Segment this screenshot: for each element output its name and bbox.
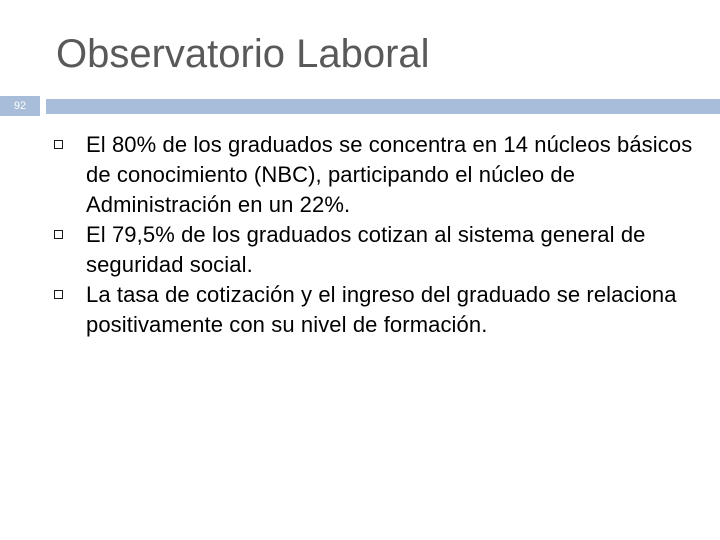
bullet-text: El 80% de los graduados se concentra en 14 núcleos básicos de conocimiento (NBC), participando el núcleo de Administración en un 22%. [86, 132, 693, 217]
square-bullet-icon [54, 290, 63, 299]
square-bullet-icon [54, 230, 63, 239]
square-bullet-icon [54, 140, 63, 149]
header-rule-right [46, 99, 720, 114]
bullet-item [48, 130, 698, 220]
bullet-list [48, 130, 698, 340]
bullet-item [48, 220, 698, 280]
bullet-text: La tasa de cotización y el ingreso del graduado se relaciona positivamente con su nivel de formación. [86, 282, 677, 337]
slide-title: Observatorio Laboral [56, 32, 430, 76]
bullet-text: El 79,5% de los graduados cotizan al sistema general de seguridad social. [86, 222, 646, 277]
slide-number: 92 [13, 100, 27, 112]
bullet-item [48, 280, 698, 340]
